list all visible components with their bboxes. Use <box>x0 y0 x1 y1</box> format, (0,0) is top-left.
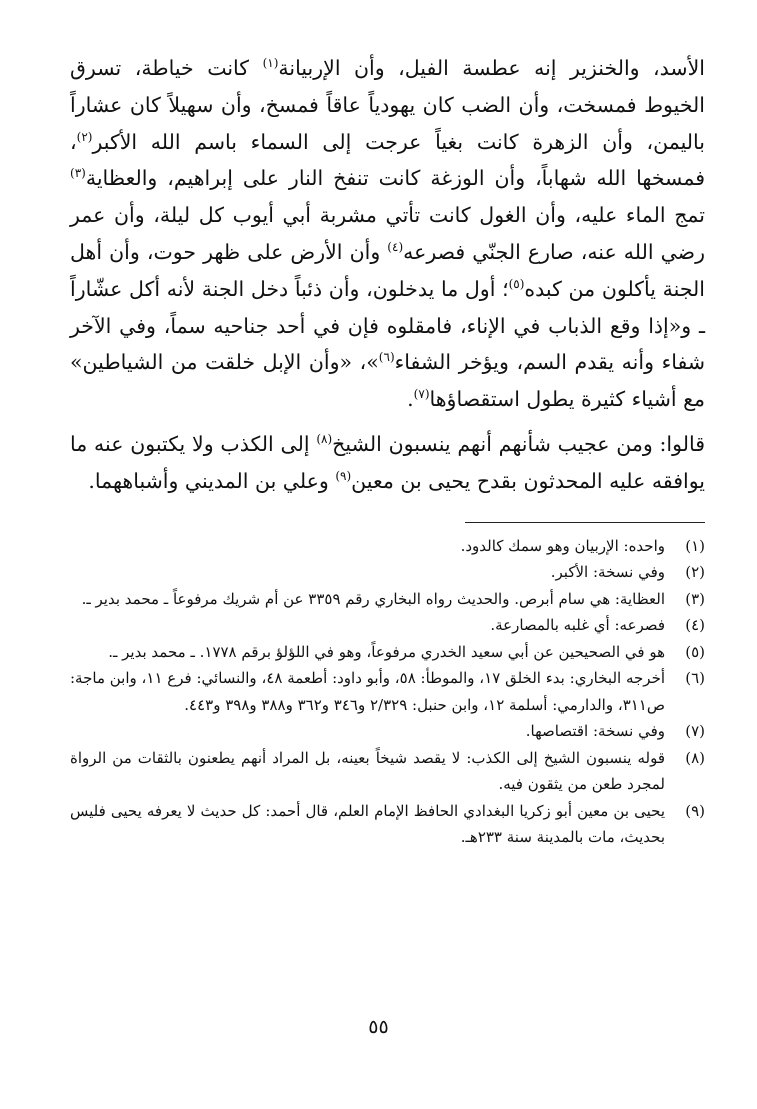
footnote-ref-9[interactable]: (٩) <box>335 468 352 483</box>
body-paragraph-2 <box>70 426 705 500</box>
footnote-text: وفي نسخة: الأكبر. <box>550 563 665 582</box>
footnote-1 <box>70 533 705 560</box>
footnote-text: قوله ينسبون الشيخ إلى الكذب: لا يقصد شيخاً بعينه، بل المراد أنهم يطعنون بالثقات من الرواة لمجرد طعن من يثقون فيه. <box>70 748 665 794</box>
footnote-8 <box>70 745 705 798</box>
text-segment: إلى الكذب ولا يكتبون عنه ما يوافقه عليه المحدثون بقدح يحيى بن معين <box>70 431 705 493</box>
footnote-text: فصرعه: أي غلبه بالمصارعة. <box>490 616 665 635</box>
footnote-separator <box>465 522 705 523</box>
footnote-number: (٥) <box>685 642 705 661</box>
page-number: ٥٥ <box>368 1016 389 1038</box>
footnote-ref-7[interactable]: (٧) <box>413 387 430 402</box>
footnote-4 <box>70 612 705 639</box>
footnote-5 <box>70 639 705 666</box>
footnote-ref-8[interactable]: (٨) <box>316 432 333 447</box>
text-segment: وأن الأرض على ظهر حوت، وأن أهل الجنة يأكلون من كبده <box>70 239 706 301</box>
footnote-2 <box>70 559 705 586</box>
text-segment: تمج الماء عليه، وأن الغول كانت تأتي مشربة أبي أيوب كل ليلة، وأن عمر رضي الله عنه، صارع الجنّي فصرعه <box>70 203 705 264</box>
footnote-ref-3[interactable]: (٣) <box>70 166 86 181</box>
footnote-text: هو في الصحيحين عن أبي سعيد الخدري مرفوعاً، وهو في اللؤلؤ برقم ١٧٧٨. ـ محمد بدير ـ. <box>108 642 665 661</box>
footnote-number: (٢) <box>685 563 705 582</box>
footnote-ref-6[interactable]: (٦) <box>378 350 395 365</box>
footnote-number: (٤) <box>685 616 705 635</box>
footnote-number: (٦) <box>685 669 705 688</box>
text-segment: كانت خياطة، تسرق الخيوط فمسخت، وأن الضب كان يهودياً عاقاً فمسخ، وأن سهيلاً كان عشاراً باليمن، وأن الزهرة كانت بغياً عرجت إلى السماء باسم الله الأكبر <box>70 56 705 154</box>
footnote-text: يحيى بن معين أبو زكريا البغدادي الحافظ الإمام العلم، قال أحمد: كل حديث لا يعرفه يحيى فليس بحديث، مات بالمدينة سنة ٢٣٣هـ. <box>70 801 665 847</box>
footnote-number: (٧) <box>685 722 705 741</box>
text-segment: »، «وأن الإبل خلقت من الشياطين» مع أشياء كثيرة يطول استقصاؤها <box>70 350 705 412</box>
footnote-number: (٣) <box>685 589 705 608</box>
footnote-ref-5[interactable]: (٥) <box>508 276 525 291</box>
footnote-7 <box>70 718 705 745</box>
footnote-text: أخرجه البخاري: بدء الخلق ١٧، والموطأ: ٥٨، وأبو داود: أطعمة ٤٨، والنسائي: فرع ١١، وابن ماجة: ص٣١١، والدارمي: أسلمة ١٢، وابن حنبل: ٢/٣٢٩ و٣٤٦ و٣٦٢ و٣٨٨ و٣٩٨ و٤٤٣. <box>70 669 666 714</box>
text-segment: . <box>407 387 414 412</box>
text-segment: قالوا: ومن عجيب شأنهم أنهم ينسبون الشيخ <box>332 431 706 456</box>
footnote-text: وفي نسخة: اقتصاصها. <box>525 722 665 741</box>
footnote-number: (٩) <box>685 801 705 820</box>
footnote-ref-4[interactable]: (٤) <box>387 240 404 255</box>
text-segment: وعلي بن المديني وأشباههما. <box>88 468 336 493</box>
footnote-text: العظاية: هي سام أبرص. والحديث رواه البخاري رقم ٣٣٥٩ عن أم شريك مرفوعاً ـ محمد بدير ـ. <box>81 589 665 608</box>
footnote-9 <box>70 798 705 851</box>
footnote-ref-2[interactable]: (٢) <box>76 129 93 144</box>
footnotes-list <box>70 533 705 851</box>
text-segment: الأسد، والخنزير إنه عطسة الفيل، وأن الإربيانة <box>278 56 705 80</box>
body-paragraph-1 <box>70 50 705 418</box>
footnote-3 <box>70 586 705 613</box>
page <box>70 50 705 851</box>
footnote-6 <box>70 665 705 718</box>
text-segment: ، فمسخها الله شهاباً، وأن الوزغة كانت تنفخ النار على إبراهيم، والعظاية <box>70 129 705 191</box>
footnote-number: (١) <box>685 536 705 555</box>
text-segment: ؛ أول ما يدخلون، وأن ذئباً دخل الجنة لأنه أكل عشّاراً ـ و«إذا وقع الذباب في الإناء، فامقلوه فإن في أحد جناحيه سماً، وفي الآخر شفاء وأنه يقدم السم، ويؤخر الشفاء <box>70 276 705 375</box>
footnote-number: (٨) <box>685 748 705 767</box>
footnote-text: واحده: الإربيان وهو سمك كالدود. <box>460 536 665 555</box>
footnote-ref-1[interactable]: (١) <box>262 56 279 71</box>
